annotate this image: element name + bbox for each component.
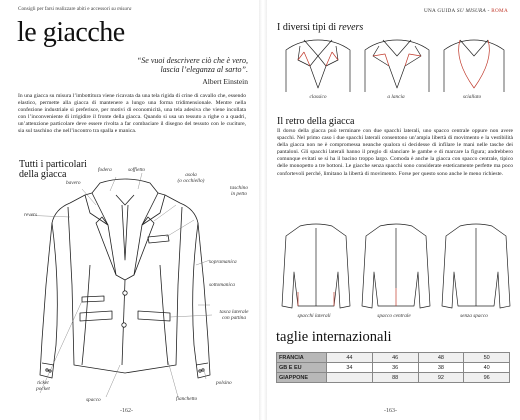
back-label-laterali: spacchi laterali xyxy=(297,313,331,319)
label-tasca-2: con pattina xyxy=(222,315,246,321)
size-table xyxy=(276,352,510,383)
label-polsino: polsino xyxy=(216,380,232,386)
label-asola-1: asola xyxy=(185,172,197,178)
quote xyxy=(98,56,248,74)
quote-author: Albert Einstein xyxy=(202,77,248,86)
table-cell: 34 xyxy=(327,363,373,373)
label-sopramanica: sopramanica xyxy=(209,259,237,265)
table-cell: 40 xyxy=(464,363,510,373)
table-cell-country: GIAPPONE xyxy=(277,373,327,383)
table-row xyxy=(277,363,510,373)
running-head-right-city: ROMA xyxy=(491,8,508,14)
table-row xyxy=(277,353,510,363)
label-tasca-laterale xyxy=(212,309,256,321)
label-ticket-2: pocket xyxy=(36,386,50,392)
label-sottomanica: sottomanica xyxy=(209,282,235,288)
table-cell: 46 xyxy=(372,353,418,363)
running-head-right-emphasis: SU MISURA xyxy=(456,8,486,14)
right-page xyxy=(266,0,520,420)
jacket-illustration xyxy=(30,165,220,400)
running-head-emphasis: su misura xyxy=(111,6,132,12)
table-cell: 88 xyxy=(372,373,418,383)
running-head-right-text: UNA GUIDA xyxy=(423,8,457,14)
label-taschino xyxy=(222,185,256,197)
table-cell-country: GB E EU xyxy=(277,363,327,373)
revers-lancia-icon xyxy=(365,40,429,92)
label-tasca-1: tasca laterale xyxy=(219,309,249,315)
running-head-right-sep: - xyxy=(486,8,492,14)
revers-label-sciallato: sciallato xyxy=(462,94,482,100)
jacket-back-illustrations xyxy=(278,222,514,310)
table-cell: 92 xyxy=(418,373,464,383)
label-fianchetto: fianchetto xyxy=(176,396,198,402)
revers-classico-icon xyxy=(286,40,350,92)
retro-paragraph: Il dorso della giacca può terminare con due spacchi laterali, uno spacco centrale oppure non avere spacchi. Nel primo caso i due spacchi laterali consentono un’ampia libertà di movimento e la vestibilità della giacca non ne è compromessa neanche qualora si decidesse di infilare le mani nelle tasche dei pantaloni. Gli spacchi laterali hanno il pregio di slanciare le gambe e di marcare la figura; andrebbero comunque evitati se si ha il bacino troppo largo. Comoda è anche la giacca con spacco centrale, tipico delle monopetto a tre bottoni. Le giacche senza spacchi sono considerate esteticamente perfette ma poco confortevoli perché, limitano la libertà di movimento. Forse per questo sono anche le meno richieste. xyxy=(277,128,513,177)
back-spacchi-laterali-icon xyxy=(282,224,350,308)
label-taschino-1: taschino xyxy=(230,185,248,191)
revers-illustrations xyxy=(280,36,510,94)
table-cell: 36 xyxy=(372,363,418,373)
page-number-right: -163- xyxy=(384,408,397,414)
table-cell: 44 xyxy=(327,353,373,363)
page-title: le giacche xyxy=(17,17,125,48)
label-revers: revers xyxy=(24,212,38,218)
label-fodera: fodera xyxy=(98,167,112,173)
section-heading-retro: Il retro della giacca xyxy=(277,116,355,127)
label-taschino-2: in petto xyxy=(230,191,248,197)
back-label-senza: senza spacco xyxy=(460,313,488,319)
table-cell: 50 xyxy=(464,353,510,363)
revers-title-emphasis: revers xyxy=(338,22,364,33)
label-soffietto: soffietto xyxy=(128,167,146,173)
running-head-right xyxy=(424,8,508,14)
table-cell: 48 xyxy=(418,353,464,363)
back-label-centrale: spacco centrale xyxy=(377,313,411,319)
table-cell-country: FRANCIA xyxy=(277,353,327,363)
table-row xyxy=(277,373,510,383)
quote-line-1: “Se vuoi descrivere ciò che è vero, xyxy=(136,56,248,65)
intro-paragraph: In una giacca su misura l’imbottitura viene ricavata da una tela rigida di crine di cavallo che, essendo elastico, permette alla giacca di mantenere a lungo una forma tridimensionale. Mentre nella confezione industriale si preferisce, per motivi di economicità, una tela adesiva che viene incollata con l’inconveniente di irrigidire il fronte della giacca. Quando si usa un tessuto a righe o a quadri, un’attenzione particolare deve essere rivolta a far combaciare il disegno del tessuto con le cuciture, sia sul taschino che nell’incontro tra spalla e manica. xyxy=(18,93,246,135)
label-asola xyxy=(176,172,206,184)
table-cell xyxy=(327,373,373,383)
section-heading-particolari: Tutti i particolari della giacca xyxy=(19,159,87,180)
running-head-left xyxy=(18,6,132,12)
revers-label-lancia: a lancia xyxy=(387,94,405,100)
label-ticket-pocket xyxy=(28,380,58,392)
label-asola-2: (o occhiello) xyxy=(177,178,205,184)
back-spacco-centrale-icon xyxy=(362,224,430,308)
back-senza-spacco-icon xyxy=(442,224,510,308)
revers-sciallato-icon xyxy=(444,40,504,92)
table-cell: 38 xyxy=(418,363,464,373)
section-heading-revers xyxy=(277,23,363,33)
revers-title-text: I diversi tipi di xyxy=(277,22,339,33)
table-cell: 96 xyxy=(464,373,510,383)
quote-line-2: lascia l’eleganza al sarto”. xyxy=(160,65,248,74)
page-number-left: -162- xyxy=(120,408,133,414)
section-heading-taglie: taglie internazionali xyxy=(276,329,392,345)
label-spacco: spacco xyxy=(86,397,101,403)
label-ticket-1: ticket xyxy=(37,380,49,386)
label-bavero: bavero xyxy=(66,180,81,186)
running-head-text: Consigli per farsi realizzare abiti e accessori xyxy=(18,6,112,12)
revers-label-classico: classico xyxy=(309,94,327,100)
